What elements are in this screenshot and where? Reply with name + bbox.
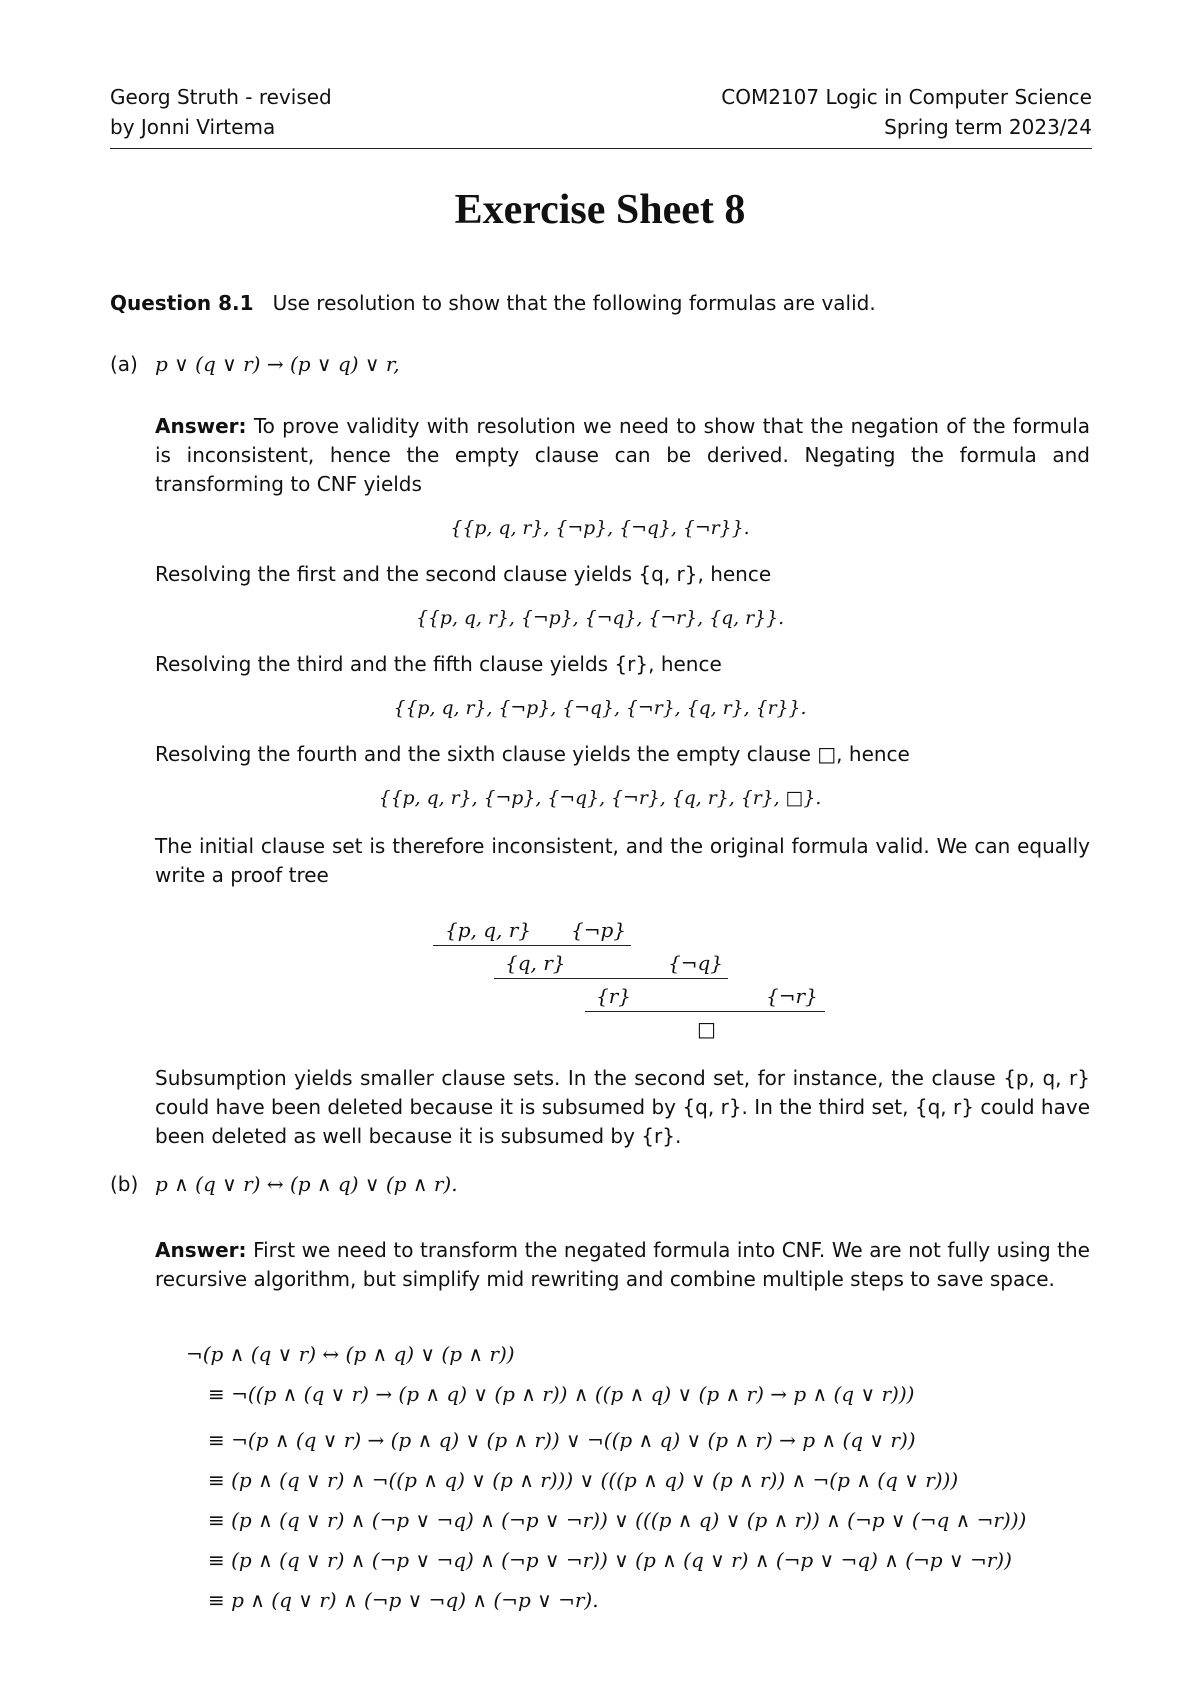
part-b-formula: p ∧ (q ∨ r) ↔ (p ∧ q) ∨ (p ∧ r). [155,1172,458,1196]
question-label: Question 8.1 [110,291,254,315]
header-author: Georg Struth - revised [110,85,332,109]
derivation-line-3: ≡ ¬(p ∧ (q ∨ r) → (p ∧ q) ∨ (p ∧ r)) ∨ ¬((p ∧ q) ∨ (p ∧ r) → p ∧ (q ∨ r)) [208,1428,916,1452]
part-b-answer-intro [155,1236,1090,1294]
tree-rule-1 [433,945,631,946]
question-text: Use resolution to show that the following formulas are valid. [272,291,876,315]
clause-set-3: {{p, q, r}, {¬p}, {¬q}, {¬r}, {q, r}, {r}}. [393,698,807,719]
part-a-answer-intro [155,412,1090,499]
derivation-line-2: ≡ ¬((p ∧ (q ∨ r) → (p ∧ q) ∨ (p ∧ r)) ∧ ((p ∧ q) ∨ (p ∧ r) → p ∧ (q ∨ r))) [208,1382,915,1406]
page-title: Exercise Sheet 8 [454,187,746,233]
tree-node-empty-clause: □ [697,1017,716,1041]
tree-node-qr: {q, r} [505,951,566,975]
header-term: Spring term 2023/24 [884,115,1092,139]
derivation-line-1: ¬(p ∧ (q ∨ r) ↔ (p ∧ q) ∨ (p ∧ r)) [186,1342,515,1366]
header-left [110,82,332,142]
part-a-answer-label: Answer: [155,414,247,438]
conclusion-text: The initial clause set is therefore inconsistent, and the original formula valid. We can equally write a proof tree [155,834,1090,887]
part-b-answer-text: First we need to transform the negated formula into CNF. We are not fully using the recursive algorithm, but simplify mid rewriting and combine multiple steps to save space. [155,1238,1090,1291]
tree-node-not-r: {¬r} [766,984,818,1008]
tree-node-not-q: {¬q} [668,951,724,975]
part-b-label: (b) [110,1172,139,1196]
step-3-text: Resolving the third and the fifth clause yields {r}, hence [155,652,722,676]
header-course: COM2107 Logic in Computer Science [721,85,1092,109]
tree-rule-2 [494,978,728,979]
derivation-line-6: ≡ (p ∧ (q ∨ r) ∧ (¬p ∨ ¬q) ∧ (¬p ∨ ¬r)) ∨ (p ∧ (q ∨ r) ∧ (¬p ∨ ¬q) ∧ (¬p ∨ ¬r)) [208,1548,1012,1572]
part-a-answer-text: To prove validity with resolution we need to show that the negation of the formula is inconsistent, hence the empty clause can be derived. Negating the formula and transforming to CNF yields [155,414,1091,496]
tree-node-not-p: {¬p} [571,918,627,942]
header-rule [110,148,1092,149]
question-line [110,289,1100,318]
subsumption-text: Subsumption yields smaller clause sets. In the second set, for instance, the clause {p, q, r} could have been deleted because it is subsumed by {q, r}. In the third set, {q, r} could have been deleted as well because it is subsumed by {r}. [155,1066,1090,1148]
part-b-answer-label: Answer: [155,1238,247,1262]
derivation-line-5: ≡ (p ∧ (q ∨ r) ∧ (¬p ∨ ¬q) ∧ (¬p ∨ ¬r)) ∨ (((p ∧ q) ∨ (p ∧ r)) ∧ (¬p ∨ (¬q ∧ ¬r))) [208,1508,1027,1532]
derivation-line-4: ≡ (p ∧ (q ∨ r) ∧ ¬((p ∧ q) ∨ (p ∧ r))) ∨ (((p ∧ q) ∨ (p ∧ r)) ∧ ¬(p ∧ (q ∨ r))) [208,1468,959,1492]
part-a-formula: p ∨ (q ∨ r) → (p ∨ q) ∨ r, [155,352,400,376]
tree-node-pqr: {p, q, r} [445,918,532,942]
derivation-line-7: ≡ p ∧ (q ∨ r) ∧ (¬p ∨ ¬q) ∧ (¬p ∨ ¬r). [208,1588,599,1612]
header-right [721,82,1092,142]
tree-node-r: {r} [596,984,632,1008]
header-reviser: by Jonni Virtema [110,115,276,139]
clause-set-1: {{p, q, r}, {¬p}, {¬q}, {¬r}}. [450,518,750,539]
step-2-text: Resolving the first and the second clause yields {q, r}, hence [155,562,772,586]
step-4-text: Resolving the fourth and the sixth clause yields the empty clause □, hence [155,742,910,766]
tree-rule-3 [585,1011,825,1012]
clause-set-2: {{p, q, r}, {¬p}, {¬q}, {¬r}, {q, r}}. [415,608,785,629]
part-a-label: (a) [110,352,138,376]
clause-set-4: {{p, q, r}, {¬p}, {¬q}, {¬r}, {q, r}, {r}, □}. [378,788,822,809]
